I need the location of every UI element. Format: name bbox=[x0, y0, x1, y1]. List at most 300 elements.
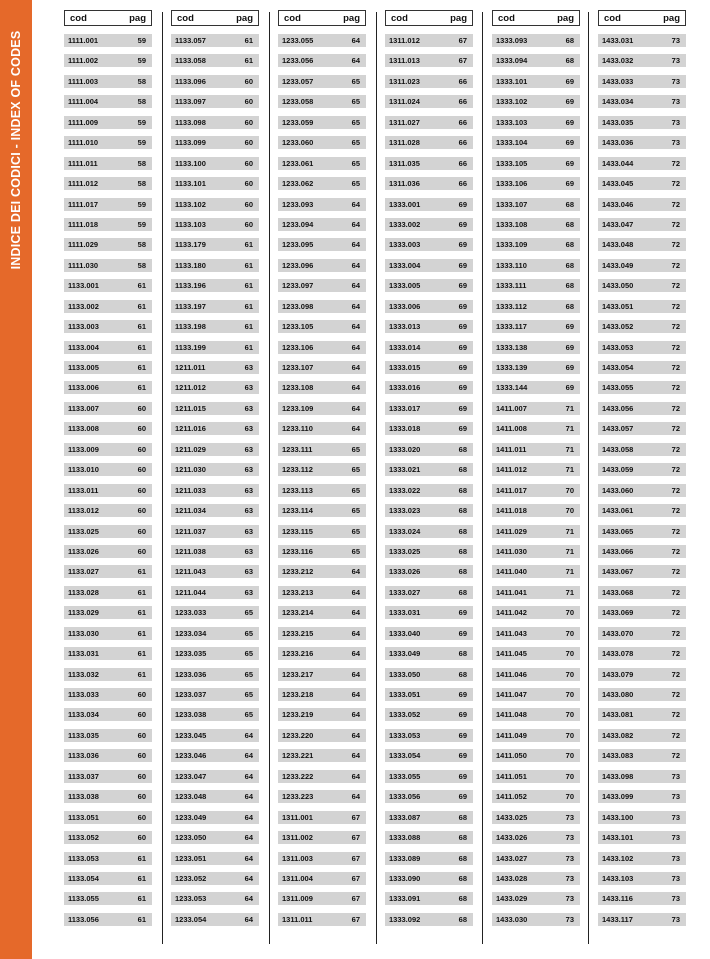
code-cell: 1333.002 bbox=[389, 219, 421, 229]
page-cell: 69 bbox=[458, 260, 467, 270]
code-cell: 1133.003 bbox=[68, 322, 99, 332]
page-cell: 67 bbox=[458, 56, 467, 66]
code-cell: 1333.051 bbox=[389, 690, 421, 699]
page-cell: 73 bbox=[671, 97, 680, 107]
page-cell: 71 bbox=[565, 403, 574, 413]
code-cell: 1233.220 bbox=[282, 730, 314, 740]
code-cell: 1333.105 bbox=[496, 158, 528, 168]
table-row bbox=[171, 852, 259, 865]
code-cell: 1433.069 bbox=[602, 608, 634, 618]
table-row bbox=[278, 177, 366, 190]
code-cell: 1133.034 bbox=[68, 710, 99, 720]
code-cell: 1133.051 bbox=[68, 812, 99, 822]
code-cell: 1211.012 bbox=[175, 383, 206, 393]
code-cell: 1333.016 bbox=[389, 383, 421, 393]
code-cell: 1111.029 bbox=[68, 240, 99, 250]
table-row bbox=[278, 749, 366, 762]
code-cell: 1433.055 bbox=[602, 383, 634, 393]
table-row bbox=[385, 157, 473, 170]
code-cell: 1333.054 bbox=[389, 751, 421, 761]
table-row bbox=[278, 238, 366, 251]
table-row bbox=[171, 116, 259, 129]
column-header bbox=[598, 10, 686, 26]
page-cell: 69 bbox=[565, 138, 574, 148]
header-pag-label: pag bbox=[450, 12, 467, 24]
page-cell: 63 bbox=[244, 546, 253, 556]
page-cell: 73 bbox=[671, 138, 680, 148]
table-row bbox=[278, 381, 366, 394]
code-cell: 1233.047 bbox=[175, 771, 207, 781]
header-cod-label: cod bbox=[498, 12, 515, 24]
page-cell: 61 bbox=[137, 587, 146, 597]
table-row bbox=[598, 116, 686, 129]
table-row bbox=[171, 54, 259, 67]
page-cell: 69 bbox=[565, 383, 574, 393]
page-cell: 64 bbox=[351, 281, 360, 291]
table-row bbox=[278, 463, 366, 476]
table-row bbox=[171, 422, 259, 435]
table-row bbox=[598, 545, 686, 558]
page-cell: 69 bbox=[458, 322, 467, 332]
table-row bbox=[64, 811, 152, 824]
page-cell: 68 bbox=[458, 465, 467, 475]
table-row bbox=[171, 463, 259, 476]
table-row bbox=[64, 54, 152, 67]
page-cell: 73 bbox=[671, 76, 680, 86]
code-cell: 1133.012 bbox=[68, 506, 99, 516]
table-row bbox=[64, 300, 152, 313]
code-cell: 1433.101 bbox=[602, 833, 634, 843]
table-row bbox=[171, 872, 259, 885]
code-cell: 1411.008 bbox=[496, 424, 527, 434]
column-header bbox=[64, 10, 152, 26]
code-cell: 1333.003 bbox=[389, 240, 421, 250]
code-cell: 1233.045 bbox=[175, 730, 207, 740]
page-cell: 69 bbox=[458, 424, 467, 434]
code-cell: 1233.114 bbox=[282, 506, 313, 516]
code-cell: 1411.012 bbox=[496, 465, 527, 475]
page-cell: 69 bbox=[458, 751, 467, 761]
index-column bbox=[171, 10, 259, 933]
page-cell: 60 bbox=[137, 833, 146, 843]
code-cell: 1133.057 bbox=[175, 36, 206, 45]
code-cell: 1411.045 bbox=[496, 649, 527, 659]
column-header bbox=[278, 10, 366, 26]
code-cell: 1433.081 bbox=[602, 710, 634, 720]
page-cell: 73 bbox=[565, 894, 574, 904]
code-cell: 1333.055 bbox=[389, 771, 421, 781]
page-cell: 73 bbox=[565, 833, 574, 843]
page-cell: 68 bbox=[458, 812, 467, 822]
table-row bbox=[492, 565, 580, 578]
code-cell: 1233.223 bbox=[282, 792, 314, 802]
page-cell: 64 bbox=[351, 36, 360, 45]
code-cell: 1333.013 bbox=[389, 322, 421, 332]
code-cell: 1411.049 bbox=[496, 730, 527, 740]
code-cell: 1133.096 bbox=[175, 76, 206, 86]
table-row bbox=[492, 34, 580, 47]
page-cell: 61 bbox=[137, 873, 146, 883]
page-cell: 69 bbox=[565, 117, 574, 127]
code-cell: 1333.020 bbox=[389, 444, 421, 454]
page-cell: 60 bbox=[137, 424, 146, 434]
code-cell: 1233.061 bbox=[282, 158, 314, 168]
table-row bbox=[492, 54, 580, 67]
table-row bbox=[278, 361, 366, 374]
table-row bbox=[598, 75, 686, 88]
code-cell: 1133.097 bbox=[175, 97, 206, 107]
code-cell: 1433.116 bbox=[602, 894, 633, 904]
code-cell: 1333.015 bbox=[389, 363, 421, 372]
code-cell: 1133.009 bbox=[68, 444, 99, 454]
page-cell: 59 bbox=[137, 219, 146, 229]
table-row bbox=[598, 238, 686, 251]
code-cell: 1133.032 bbox=[68, 669, 99, 679]
page-cell: 69 bbox=[458, 792, 467, 802]
code-cell: 1333.004 bbox=[389, 260, 421, 270]
page-cell: 61 bbox=[244, 36, 253, 45]
table-row bbox=[278, 668, 366, 681]
page-cell: 63 bbox=[244, 506, 253, 516]
page-cell: 61 bbox=[244, 56, 253, 66]
code-cell: 1211.043 bbox=[175, 567, 206, 577]
table-row bbox=[598, 606, 686, 619]
page-cell: 69 bbox=[458, 690, 467, 699]
code-cell: 1433.100 bbox=[602, 812, 634, 822]
page-cell: 59 bbox=[137, 199, 146, 209]
page-cell: 72 bbox=[671, 219, 680, 229]
table-row bbox=[385, 54, 473, 67]
code-cell: 1233.216 bbox=[282, 649, 314, 659]
code-cell: 1133.033 bbox=[68, 690, 99, 699]
code-cell: 1333.117 bbox=[496, 322, 527, 332]
page-cell: 70 bbox=[565, 669, 574, 679]
table-row bbox=[385, 892, 473, 905]
code-cell: 1333.027 bbox=[389, 587, 421, 597]
page-cell: 60 bbox=[137, 751, 146, 761]
table-row bbox=[598, 852, 686, 865]
page-cell: 61 bbox=[244, 322, 253, 332]
header-cod-label: cod bbox=[177, 12, 194, 24]
code-cell: 1433.056 bbox=[602, 403, 634, 413]
page-cell: 69 bbox=[458, 383, 467, 393]
page-cell: 72 bbox=[671, 608, 680, 618]
table-row bbox=[492, 259, 580, 272]
header-pag-label: pag bbox=[663, 12, 680, 24]
code-cell: 1133.054 bbox=[68, 873, 99, 883]
table-row bbox=[278, 443, 366, 456]
code-cell: 1233.214 bbox=[282, 608, 314, 618]
table-row bbox=[385, 749, 473, 762]
page-cell: 61 bbox=[137, 342, 146, 352]
table-row bbox=[598, 402, 686, 415]
code-cell: 1411.029 bbox=[496, 526, 527, 536]
code-cell: 1433.025 bbox=[496, 812, 528, 822]
page-cell: 64 bbox=[351, 219, 360, 229]
code-cell: 1411.043 bbox=[496, 628, 527, 638]
table-row bbox=[278, 116, 366, 129]
code-cell: 1311.004 bbox=[282, 873, 313, 883]
table-row bbox=[598, 381, 686, 394]
page-cell: 72 bbox=[671, 690, 680, 699]
table-row bbox=[171, 586, 259, 599]
page-cell: 73 bbox=[671, 56, 680, 66]
page-cell: 70 bbox=[565, 730, 574, 740]
code-cell: 1311.002 bbox=[282, 833, 313, 843]
table-row bbox=[598, 361, 686, 374]
table-row bbox=[171, 525, 259, 538]
page-cell: 69 bbox=[458, 281, 467, 291]
code-cell: 1133.011 bbox=[68, 485, 99, 495]
code-cell: 1233.112 bbox=[282, 465, 313, 475]
table-row bbox=[64, 729, 152, 742]
table-row bbox=[171, 811, 259, 824]
code-cell: 1133.025 bbox=[68, 526, 99, 536]
page-cell: 64 bbox=[351, 710, 360, 720]
table-row bbox=[492, 504, 580, 517]
code-cell: 1433.036 bbox=[602, 138, 634, 148]
page-cell: 66 bbox=[458, 97, 467, 107]
page-cell: 66 bbox=[458, 76, 467, 86]
table-row bbox=[64, 422, 152, 435]
page-cell: 69 bbox=[565, 342, 574, 352]
table-row bbox=[385, 279, 473, 292]
page-cell: 70 bbox=[565, 771, 574, 781]
page-cell: 65 bbox=[351, 506, 360, 516]
page-cell: 68 bbox=[565, 260, 574, 270]
table-row bbox=[385, 259, 473, 272]
table-row bbox=[598, 198, 686, 211]
page-cell: 64 bbox=[351, 363, 360, 372]
code-cell: 1433.051 bbox=[602, 301, 634, 311]
page-cell: 65 bbox=[351, 158, 360, 168]
table-row bbox=[492, 586, 580, 599]
code-cell: 1333.106 bbox=[496, 179, 528, 189]
code-cell: 1311.024 bbox=[389, 97, 420, 107]
page-cell: 61 bbox=[244, 281, 253, 291]
code-cell: 1233.098 bbox=[282, 301, 314, 311]
page-cell: 65 bbox=[351, 546, 360, 556]
table-row bbox=[385, 688, 473, 701]
code-cell: 1311.023 bbox=[389, 76, 420, 86]
code-cell: 1433.047 bbox=[602, 219, 634, 229]
index-column bbox=[64, 10, 152, 933]
table-row bbox=[171, 259, 259, 272]
page-cell: 64 bbox=[351, 342, 360, 352]
page-cell: 68 bbox=[458, 485, 467, 495]
table-row bbox=[492, 177, 580, 190]
table-row bbox=[278, 627, 366, 640]
table-row bbox=[64, 177, 152, 190]
table-row bbox=[385, 443, 473, 456]
table-row bbox=[64, 402, 152, 415]
table-row bbox=[598, 729, 686, 742]
page-cell: 63 bbox=[244, 567, 253, 577]
code-cell: 1411.040 bbox=[496, 567, 527, 577]
page-cell: 64 bbox=[244, 751, 253, 761]
table-row bbox=[385, 463, 473, 476]
code-cell: 1233.093 bbox=[282, 199, 314, 209]
page-cell: 64 bbox=[244, 894, 253, 904]
page-cell: 60 bbox=[244, 138, 253, 148]
page-cell: 61 bbox=[137, 363, 146, 372]
code-cell: 1233.095 bbox=[282, 240, 314, 250]
page-cell: 71 bbox=[565, 444, 574, 454]
table-row bbox=[385, 729, 473, 742]
table-row bbox=[492, 484, 580, 497]
code-cell: 1433.031 bbox=[602, 36, 634, 45]
table-row bbox=[64, 136, 152, 149]
table-row bbox=[64, 504, 152, 517]
code-cell: 1133.103 bbox=[175, 219, 206, 229]
table-row bbox=[492, 872, 580, 885]
page-cell: 67 bbox=[458, 36, 467, 45]
page-cell: 64 bbox=[244, 833, 253, 843]
page-cell: 58 bbox=[137, 76, 146, 86]
table-row bbox=[385, 341, 473, 354]
table-row bbox=[64, 75, 152, 88]
code-cell: 1333.104 bbox=[496, 138, 528, 148]
code-cell: 1233.105 bbox=[282, 322, 314, 332]
code-cell: 1411.046 bbox=[496, 669, 527, 679]
table-row bbox=[492, 688, 580, 701]
code-cell: 1233.109 bbox=[282, 403, 314, 413]
page-cell: 61 bbox=[137, 301, 146, 311]
column-divider bbox=[376, 12, 377, 944]
table-row bbox=[385, 811, 473, 824]
table-row bbox=[278, 157, 366, 170]
code-cell: 1233.222 bbox=[282, 771, 314, 781]
table-row bbox=[171, 913, 259, 926]
page-cell: 60 bbox=[244, 158, 253, 168]
table-row bbox=[64, 116, 152, 129]
code-cell: 1333.138 bbox=[496, 342, 528, 352]
page-cell: 63 bbox=[244, 444, 253, 454]
code-cell: 1433.099 bbox=[602, 792, 634, 802]
page-cell: 64 bbox=[351, 730, 360, 740]
header-cod-label: cod bbox=[391, 12, 408, 24]
table-row bbox=[64, 238, 152, 251]
code-cell: 1333.092 bbox=[389, 914, 421, 924]
table-row bbox=[598, 463, 686, 476]
code-cell: 1433.117 bbox=[602, 914, 633, 924]
table-row bbox=[278, 545, 366, 558]
code-cell: 1133.099 bbox=[175, 138, 206, 148]
code-cell: 1333.049 bbox=[389, 649, 421, 659]
code-cell: 1133.026 bbox=[68, 546, 99, 556]
code-cell: 1411.047 bbox=[496, 690, 527, 699]
code-cell: 1411.050 bbox=[496, 751, 527, 761]
code-cell: 1433.034 bbox=[602, 97, 634, 107]
page-cell: 65 bbox=[351, 526, 360, 536]
table-row bbox=[598, 54, 686, 67]
code-cell: 1433.102 bbox=[602, 853, 634, 863]
table-row bbox=[171, 218, 259, 231]
code-cell: 1233.212 bbox=[282, 567, 314, 577]
table-row bbox=[492, 749, 580, 762]
table-row bbox=[171, 443, 259, 456]
table-row bbox=[171, 668, 259, 681]
code-cell: 1133.001 bbox=[68, 281, 99, 291]
code-cell: 1311.027 bbox=[389, 117, 420, 127]
code-cell: 1311.036 bbox=[389, 179, 420, 189]
page-cell: 58 bbox=[137, 179, 146, 189]
code-cell: 1233.035 bbox=[175, 649, 207, 659]
code-cell: 1311.011 bbox=[282, 914, 313, 924]
page-cell: 64 bbox=[244, 771, 253, 781]
column-divider bbox=[162, 12, 163, 944]
page-cell: 73 bbox=[565, 853, 574, 863]
page-cell: 72 bbox=[671, 710, 680, 720]
table-row bbox=[598, 484, 686, 497]
code-cell: 1233.052 bbox=[175, 873, 207, 883]
code-cell: 1133.004 bbox=[68, 342, 99, 352]
table-row bbox=[64, 320, 152, 333]
table-row bbox=[171, 34, 259, 47]
table-row bbox=[278, 320, 366, 333]
page-cell: 73 bbox=[565, 914, 574, 924]
code-cell: 1333.050 bbox=[389, 669, 421, 679]
code-cell: 1211.030 bbox=[175, 465, 206, 475]
code-cell: 1233.096 bbox=[282, 260, 314, 270]
table-row bbox=[278, 811, 366, 824]
page-cell: 60 bbox=[137, 444, 146, 454]
page-cell: 60 bbox=[137, 506, 146, 516]
code-cell: 1133.198 bbox=[175, 322, 206, 332]
table-row bbox=[385, 177, 473, 190]
table-row bbox=[64, 831, 152, 844]
table-row bbox=[385, 668, 473, 681]
table-row bbox=[492, 545, 580, 558]
code-cell: 1111.030 bbox=[68, 260, 99, 270]
code-cell: 1233.116 bbox=[282, 546, 313, 556]
page-cell: 64 bbox=[351, 649, 360, 659]
code-cell: 1333.111 bbox=[496, 281, 527, 291]
code-cell: 1411.052 bbox=[496, 792, 527, 802]
page-cell: 66 bbox=[458, 158, 467, 168]
table-row bbox=[171, 484, 259, 497]
page-cell: 64 bbox=[351, 383, 360, 393]
page-cell: 61 bbox=[137, 281, 146, 291]
table-row bbox=[385, 300, 473, 313]
table-row bbox=[278, 198, 366, 211]
table-row bbox=[492, 913, 580, 926]
table-row bbox=[171, 565, 259, 578]
table-row bbox=[492, 381, 580, 394]
table-row bbox=[492, 116, 580, 129]
column-header bbox=[492, 10, 580, 26]
code-cell: 1433.061 bbox=[602, 506, 634, 516]
table-row bbox=[598, 913, 686, 926]
table-row bbox=[598, 320, 686, 333]
page-cell: 64 bbox=[351, 424, 360, 434]
page-cell: 72 bbox=[671, 628, 680, 638]
table-row bbox=[598, 811, 686, 824]
page-cell: 60 bbox=[137, 792, 146, 802]
table-row bbox=[385, 852, 473, 865]
table-row bbox=[171, 647, 259, 660]
table-row bbox=[64, 463, 152, 476]
code-cell: 1133.007 bbox=[68, 403, 99, 413]
page-cell: 64 bbox=[351, 403, 360, 413]
table-row bbox=[598, 136, 686, 149]
table-row bbox=[278, 422, 366, 435]
table-row bbox=[492, 402, 580, 415]
page-cell: 72 bbox=[671, 465, 680, 475]
page-cell: 65 bbox=[244, 628, 253, 638]
page-cell: 70 bbox=[565, 751, 574, 761]
column-divider bbox=[482, 12, 483, 944]
